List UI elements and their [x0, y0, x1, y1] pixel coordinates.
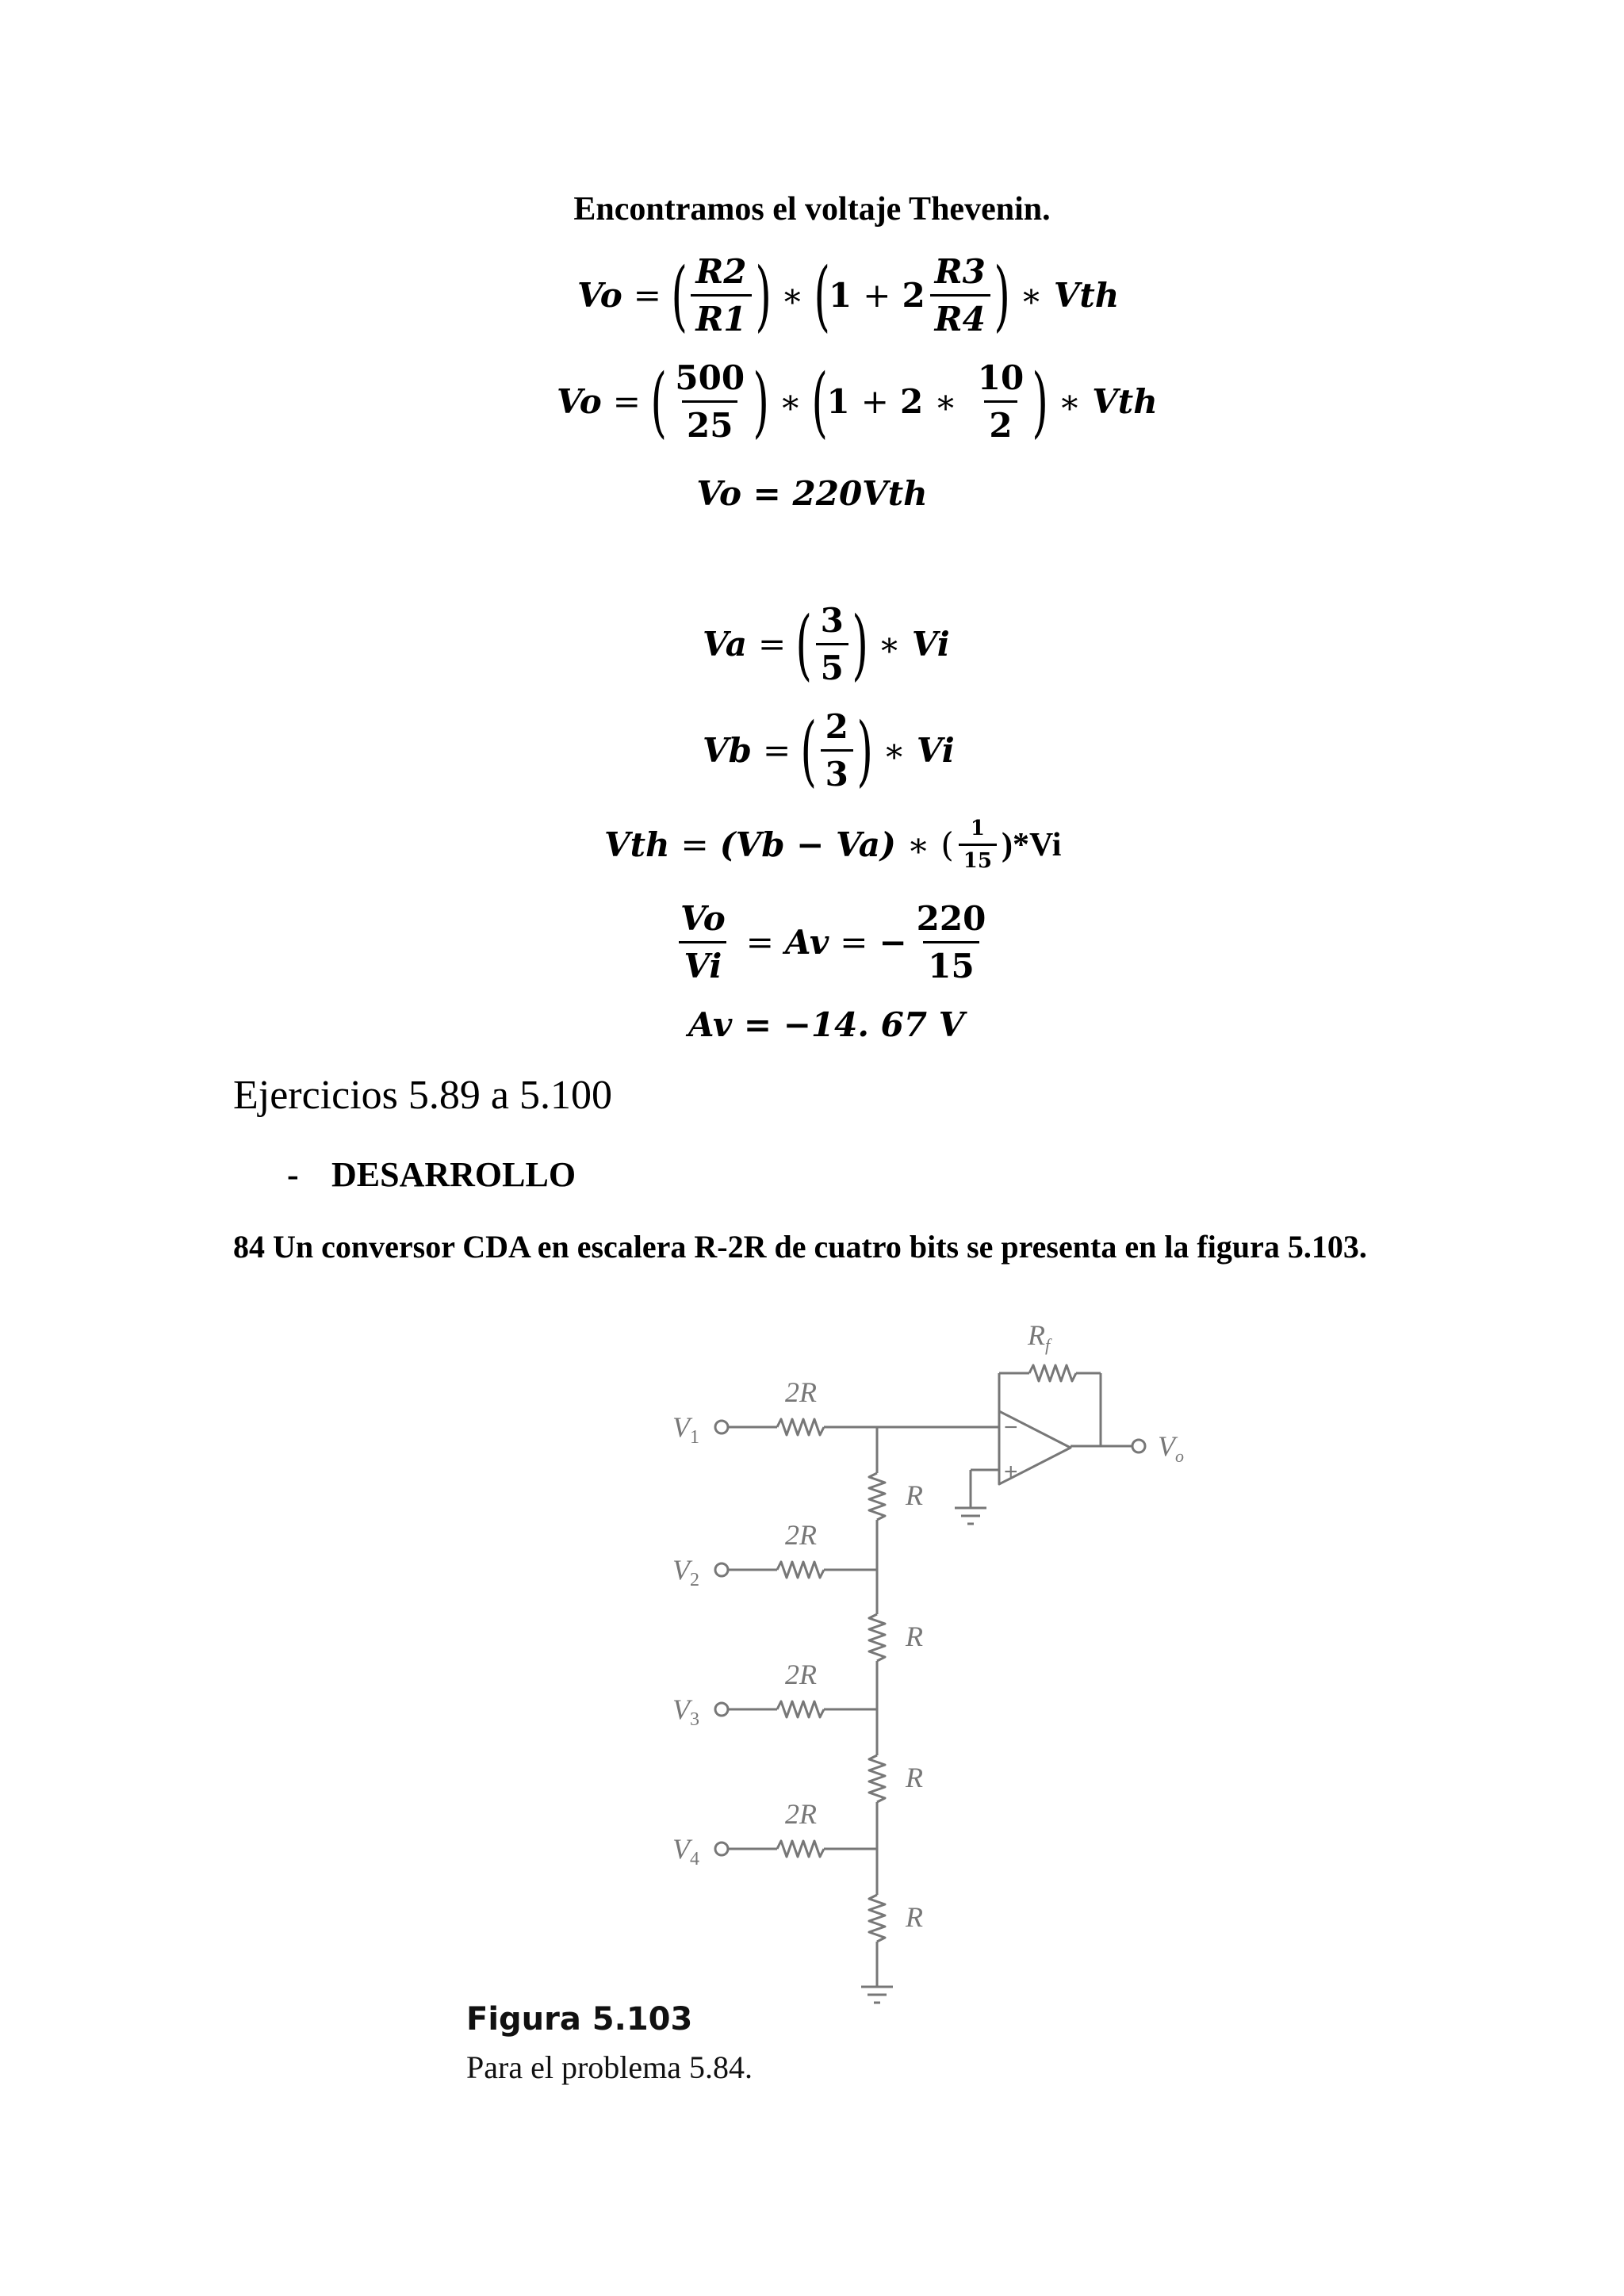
v4-terminal: [715, 1843, 728, 1855]
bullet-desarrollo: DESARROLLO: [331, 1155, 576, 1194]
intro-heading: Encontramos el voltaje Thevenin.: [573, 191, 1051, 228]
v2-label: $V_2$: [672, 1554, 699, 1590]
section-heading: Ejercicios 5.89 a 5.100: [233, 1073, 612, 1118]
problem-statement: 84 Un conversor CDA en escalera R-2R de cuatro bits se presenta en la figura 5.103.: [233, 1229, 1367, 1265]
resistor-2r-4: [777, 1841, 824, 1857]
resistor-r-2: [869, 1614, 885, 1661]
resistor-r-4: [869, 1895, 885, 1942]
equation-vth: Vth = (Vb − Va) ∗ ( $\frac{1}{15}$ )*Vi: [604, 817, 1062, 873]
equation-vb: Vb = ( $\frac{2}{3}$ ) ∗ Vi: [703, 706, 955, 795]
equation-av-ratio: $\frac{Vo}{Vi}$ = Av = − $\frac{220}{15}$: [680, 899, 986, 985]
op-amp-minus: −: [1004, 1414, 1018, 1441]
op-amp-plus: +: [1004, 1459, 1018, 1485]
label-r-1: R: [906, 1479, 923, 1511]
equation-va: Va = ( $\frac{3}{5}$ ) ∗ Vi: [703, 599, 950, 689]
vo-label: $V_o$: [1158, 1430, 1184, 1466]
label-2r-2: 2R: [785, 1519, 817, 1551]
label-r-4: R: [906, 1901, 923, 1933]
circuit-figure-5-103: [650, 1300, 1221, 2014]
v3-terminal: [715, 1703, 728, 1716]
equation-av-result: Av = −14. 67 V: [688, 1005, 965, 1044]
resistor-2r-3: [777, 1701, 824, 1717]
v1-label: $V_1$: [672, 1411, 699, 1448]
rf-label: $R_f$: [1028, 1319, 1051, 1355]
equation-vo-numeric: Vo = ( $\frac{500}{25}$ ) ∗ ( 1 + 2 ∗ $\frac{10}{2}$ ) ∗ Vth: [557, 357, 1158, 446]
label-2r-1: 2R: [785, 1376, 817, 1408]
equation-vo-result: Vo = 220Vth: [696, 474, 928, 513]
label-r-2: R: [906, 1621, 923, 1652]
resistor-2r-2: [777, 1562, 824, 1578]
equation-vo-general: Vo = ( $\frac{R2}{R1}$ ) ∗ ( 1 + 2 $\frac{R3}{R4}$ ) ∗ Vth: [577, 251, 1120, 340]
figure-caption-text: Para el problema 5.84.: [466, 2049, 753, 2085]
resistor-rf: [1029, 1365, 1076, 1381]
figure-caption-title: Figura 5.103: [466, 2001, 693, 2038]
v4-label: $V_4$: [672, 1833, 699, 1869]
v1-terminal: [715, 1421, 728, 1433]
v3-label: $V_3$: [672, 1693, 699, 1730]
label-2r-4: 2R: [785, 1798, 817, 1830]
resistor-2r-1: [777, 1419, 824, 1435]
resistor-r-3: [869, 1755, 885, 1802]
vo-terminal: [1132, 1440, 1145, 1452]
bullet-dash: -: [287, 1155, 299, 1194]
resistor-r-1: [869, 1473, 885, 1520]
label-2r-3: 2R: [785, 1659, 817, 1690]
v2-terminal: [715, 1563, 728, 1576]
label-r-3: R: [906, 1762, 923, 1793]
